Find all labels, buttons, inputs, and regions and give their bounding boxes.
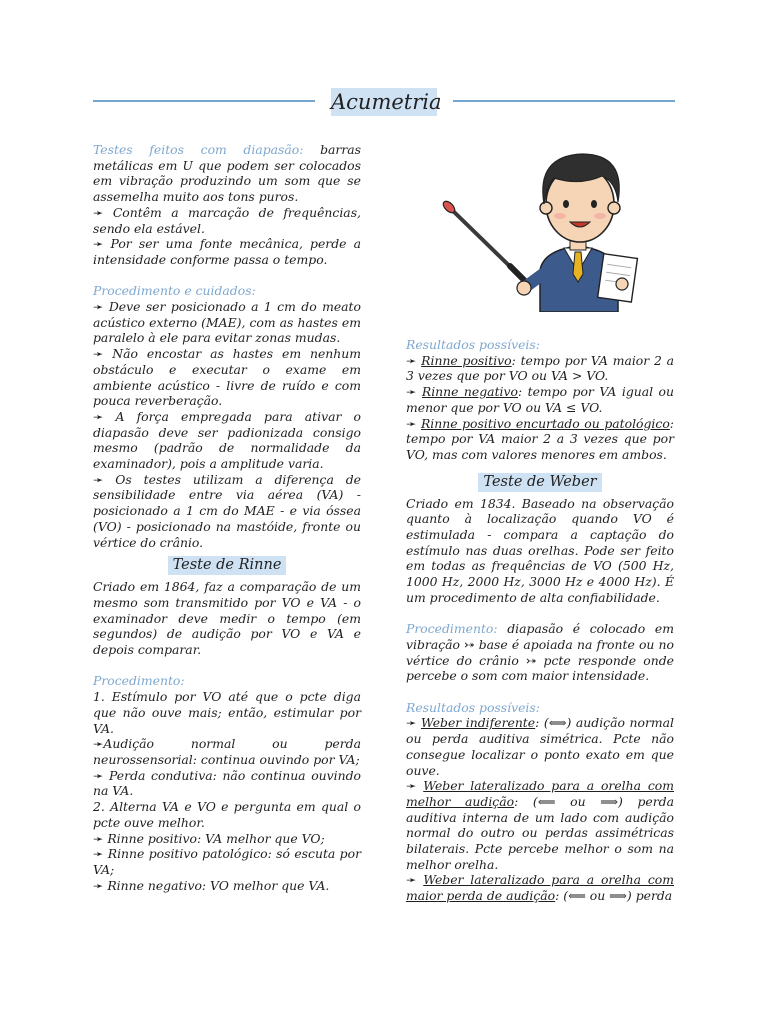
list-item xyxy=(93,205,361,236)
result-text: : tempo por VA maior 2 a 3 vezes que por VO, mas com valores menores em ambos. xyxy=(406,415,674,462)
weber-results-label: Resultados possíveis: xyxy=(406,699,540,715)
result-text: : (⟸ ou ⟹) perda xyxy=(555,888,673,904)
list-item xyxy=(93,768,361,799)
intro-label: Testes feitos com diapasão: xyxy=(93,142,304,157)
list-item-text: Audição normal ou perda neurossensorial: continua ouvindo por VA; xyxy=(93,736,361,767)
list-item xyxy=(93,409,361,472)
page-title: Acumetria xyxy=(331,90,442,114)
list-item xyxy=(93,236,361,267)
arrow-right-icon: ➛ xyxy=(93,346,104,362)
weber-procedure-label: Procedimento: xyxy=(406,621,498,637)
result-text: : tempo por VA maior 2 a 3 vezes que por VO ou VA > VO. xyxy=(406,352,674,384)
list-item-text: Por ser uma fonte mecânica, perde a intensidade conforme passa o tempo. xyxy=(93,236,361,267)
list-item-text: Rinne positivo patológico: só escuta por VA; xyxy=(93,846,361,877)
list-item-text: Rinne negativo: VO melhor que VA. xyxy=(107,877,330,893)
result-term: Weber lateralizado para a orelha com maior perda de audição xyxy=(406,872,674,904)
rinne-description: Criado em 1864, faz a comparação de um mesmo som transmitido por VO e VA - o examinador deve medir o tempo (em segundos) de audição por VO e VA e depois comparar. xyxy=(93,579,361,658)
arrow-right-icon: ➛ xyxy=(93,846,104,862)
list-item xyxy=(406,872,674,903)
list-item xyxy=(406,416,674,463)
list-item xyxy=(93,736,361,767)
list-item xyxy=(93,346,361,409)
arrow-right-icon: ➛ xyxy=(93,236,104,252)
rinne-step-1: 1. Estímulo por VO até que o pcte diga que não ouve mais; então, estimular por VA. xyxy=(93,689,361,736)
result-term: Weber indiferente xyxy=(420,715,536,731)
list-item xyxy=(93,878,361,894)
weber-procedure xyxy=(406,621,674,684)
list-item-text: Deve ser posicionado a 1 cm do meato acústico externo (MAE), com as hastes em paralelo à ele para evitar zonas mudas. xyxy=(93,299,361,346)
result-term: Weber lateralizado para a orelha com melhor audição xyxy=(406,778,674,809)
list-item-text: Contêm a marcação de frequências, sendo ela estável. xyxy=(93,204,361,236)
list-item xyxy=(93,472,361,551)
weber-heading: Teste de Weber xyxy=(478,473,601,492)
intro-text: barras metálicas em U que podem ser colocados em vibração produzindo um som que se assemelha muito aos tons puros. xyxy=(93,142,361,205)
result-term: Rinne negativo xyxy=(421,384,518,400)
arrow-right-icon: ➛ xyxy=(406,715,417,731)
result-term: Rinne positivo encurtado ou patológico xyxy=(420,415,670,431)
arrow-right-icon: ➛ xyxy=(406,384,417,400)
list-item xyxy=(93,299,361,346)
title-rule-left xyxy=(93,100,315,102)
arrow-right-icon: ➛ xyxy=(406,872,417,888)
list-item-text: Rinne positivo: VA melhor que VO; xyxy=(107,830,325,846)
rinne-step-2: 2. Alterna VA e VO e pergunta em qual o pcte ouve melhor. xyxy=(93,799,361,830)
right-column xyxy=(406,337,674,904)
weber-procedure-text: diapasão é colocado em vibração ⤐ base é apoiada na fronte ou no vértice do crânio ⤐ pcte responde onde percebe o som com maior intensidade. xyxy=(406,621,674,684)
arrow-right-icon: ➛ xyxy=(93,204,104,220)
arrow-right-icon: ➛ xyxy=(93,299,104,315)
list-item xyxy=(406,353,674,384)
arrow-right-icon: ➛ xyxy=(93,736,104,752)
list-item xyxy=(406,715,674,778)
arrow-right-icon: ➛ xyxy=(406,778,417,794)
arrow-right-icon: ➛ xyxy=(406,352,417,368)
list-item-text: Os testes utilizam a diferença de sensibilidade entre via aérea (VA) - posicionado a 1 cm do MAE - e via óssea (VO) - posicionado na mastóide, fronte ou vértice do crânio. xyxy=(93,471,361,550)
arrow-right-icon: ➛ xyxy=(93,877,104,893)
result-text: : tempo por VA igual ou menor que por VO ou VA ≤ VO. xyxy=(406,384,674,415)
procedure-label: Procedimento e cuidados: xyxy=(93,283,256,299)
teacher-with-pointer-icon xyxy=(440,142,640,312)
list-item-text: A força empregada para ativar o diapasão deve ser padionizada consigo mesmo (padrão de normalidade da examinador), pois a amplitude varia. xyxy=(93,408,361,472)
arrow-right-icon: ➛ xyxy=(93,830,104,846)
arrow-right-icon: ➛ xyxy=(406,415,417,431)
title-rule-right xyxy=(453,100,675,102)
list-item xyxy=(93,831,361,847)
list-item xyxy=(93,846,361,877)
rinne-results-label: Resultados possíveis: xyxy=(406,337,540,352)
list-item xyxy=(406,384,674,415)
list-item-text: Perda condutiva: não continua ouvindo na VA. xyxy=(93,767,361,799)
arrow-right-icon: ➛ xyxy=(93,471,104,487)
weber-description: Criado em 1834. Baseado na observação quanto à localização quando VO é estimulada - compara a captação do estímulo nas duas orelhas. Pode ser feito em todas as frequências de VO (500 Hz, 1000 Hz, 2000 Hz, 3000 Hz e 4000 Hz). É um procedimento de alta confiabilidade. xyxy=(406,495,674,605)
left-column xyxy=(93,142,361,893)
intro-paragraph xyxy=(93,142,361,205)
result-text: : (⟺) audição normal ou perda auditiva simétrica. Pcte não consegue localizar o ponto exato em que ouve. xyxy=(406,715,674,778)
list-item xyxy=(406,778,674,872)
result-text: : (⟸ ou ⟹) perda auditiva interna de um lado com audição normal do outro ou perdas assimétricas bilaterais. Pcte percebe melhor o som na melhor orelha. xyxy=(406,793,674,872)
result-term: Rinne positivo xyxy=(421,352,512,368)
rinne-heading: Teste de Rinne xyxy=(168,556,287,575)
arrow-right-icon: ➛ xyxy=(93,408,104,424)
rinne-procedure-label: Procedimento: xyxy=(93,673,185,689)
title-row xyxy=(93,88,675,118)
arrow-right-icon: ➛ xyxy=(93,767,104,783)
list-item-text: Não encostar as hastes em nenhum obstáculo e executar o exame em ambiente acústico - livre de ruído e com pouca reverberação. xyxy=(93,346,361,409)
